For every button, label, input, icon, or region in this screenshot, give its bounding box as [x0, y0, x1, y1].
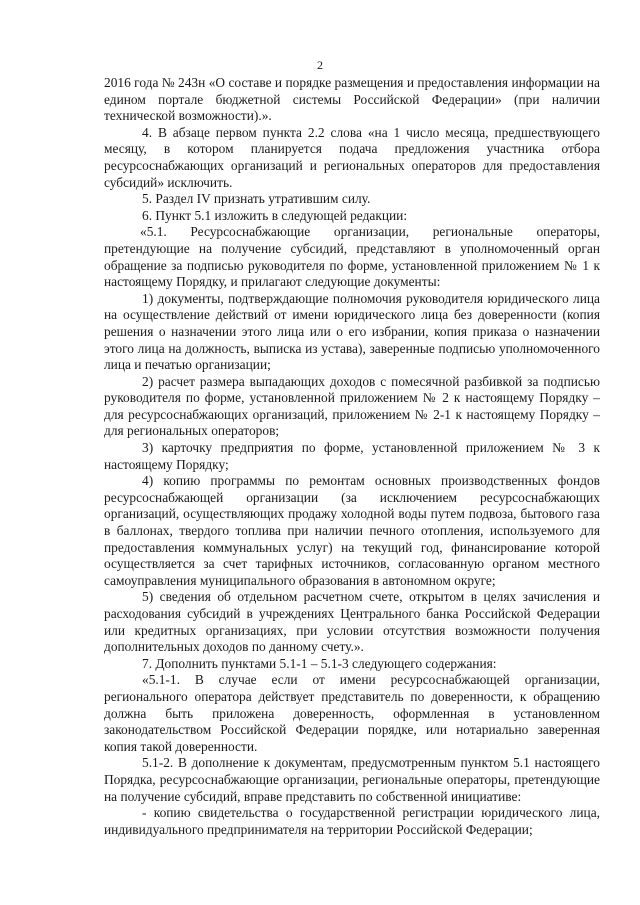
- paragraph: 1) документы, подтверждающие полномочия руководителя юридического лица на осуществление действий от имени юридического лица без доверенности (копия решения о назначении этого лица или о его избрании, копия приказа о назначении этого лица на должность, выписка из устава), заверенные подписью уполномоченного лица и печатью организации;: [104, 290, 600, 373]
- paragraph: 5. Раздел IV признать утратившим силу.: [142, 191, 371, 207]
- paragraph: 5) сведения об отдельном расчетном счете, открытом в целях зачисления и расходования субсидий в учреждениях Центрального банка Российской Федерации или кредитных организациях, при условии отсутствия возможности получения дополнительных доходов по данному счету.».: [104, 589, 600, 655]
- paragraph: 3) карточку предприятия по форме, установленной приложением № 3 к настоящему Порядку;: [104, 440, 600, 472]
- paragraph: 4. В абзаце первом пункта 2.2 слова «на 1 число месяца, предшествующего месяцу, в котором планируется подача предложения участника отбора ресурсоснабжающих организаций и региональных операторов для предоставления субсидий» исключить.: [104, 124, 600, 190]
- paragraph: - копию свидетельства о государственной регистрации юридического лица, индивидуального предпринимателя на территории Российской Федерации;: [104, 805, 600, 837]
- page-number: 2: [317, 58, 323, 72]
- paragraph: 6. Пункт 5.1 изложить в следующей редакции:: [142, 207, 408, 223]
- paragraph: 2) расчет размера выпадающих доходов с помесячной разбивкой за подписью руководителя по форме, установленной приложением № 2 к настоящему Порядку – для ресурсоснабжающих организаций, приложением № 2-1 к настоящему Порядку – для региональных операторов;: [104, 373, 600, 439]
- paragraph: «5.1. Ресурсоснабжающие организации, региональные операторы, претендующие на получение субсидий, представляют в уполномоченный орган обращение за подписью руководителя по форме, установленной приложением № 1 к настоящему Порядку, и прилагают следующие документы:: [104, 224, 600, 290]
- paragraph: «5.1-1. В случае если от имени ресурсоснабжающей организации, регионального оператора действует представитель по доверенности, к обращению должна быть приложена доверенность, оформленная в установленном законодательством Российской Федерации порядке, или нотариально заверенная копия такой доверенности.: [104, 672, 600, 754]
- paragraph: 5.1-2. В дополнение к документам, предусмотренным пунктом 5.1 настоящего Порядка, ресурсоснабжающие организации, региональные операторы, претендующие на получение субсидий, вправе представить по собственной инициативе:: [104, 755, 600, 804]
- paragraph: 4) копию программы по ремонтам основных производственных фондов ресурсоснабжающей организации (за исключением ресурсоснабжающих организаций, осуществляющих продажу холодной воды путем подвоза, бытового газа в баллонах, твердого топлива при наличии печного отопления, используемого для предоставления коммунальных услуг) на текущий год, финансирование которой осуществляется за счет тарифных источников, согласованную органом местного самоуправления муниципального образования в автономном округе;: [104, 473, 600, 588]
- paragraph: 7. Дополнить пунктами 5.1-1 – 5.1-3 следующего содержания:: [142, 655, 497, 671]
- paragraph: 2016 года № 243н «О составе и порядке размещения и предоставления информации на едином портале бюджетной системы Российской Федерации» (при наличии технической возможности).».: [104, 75, 600, 124]
- document-body: [104, 75, 600, 838]
